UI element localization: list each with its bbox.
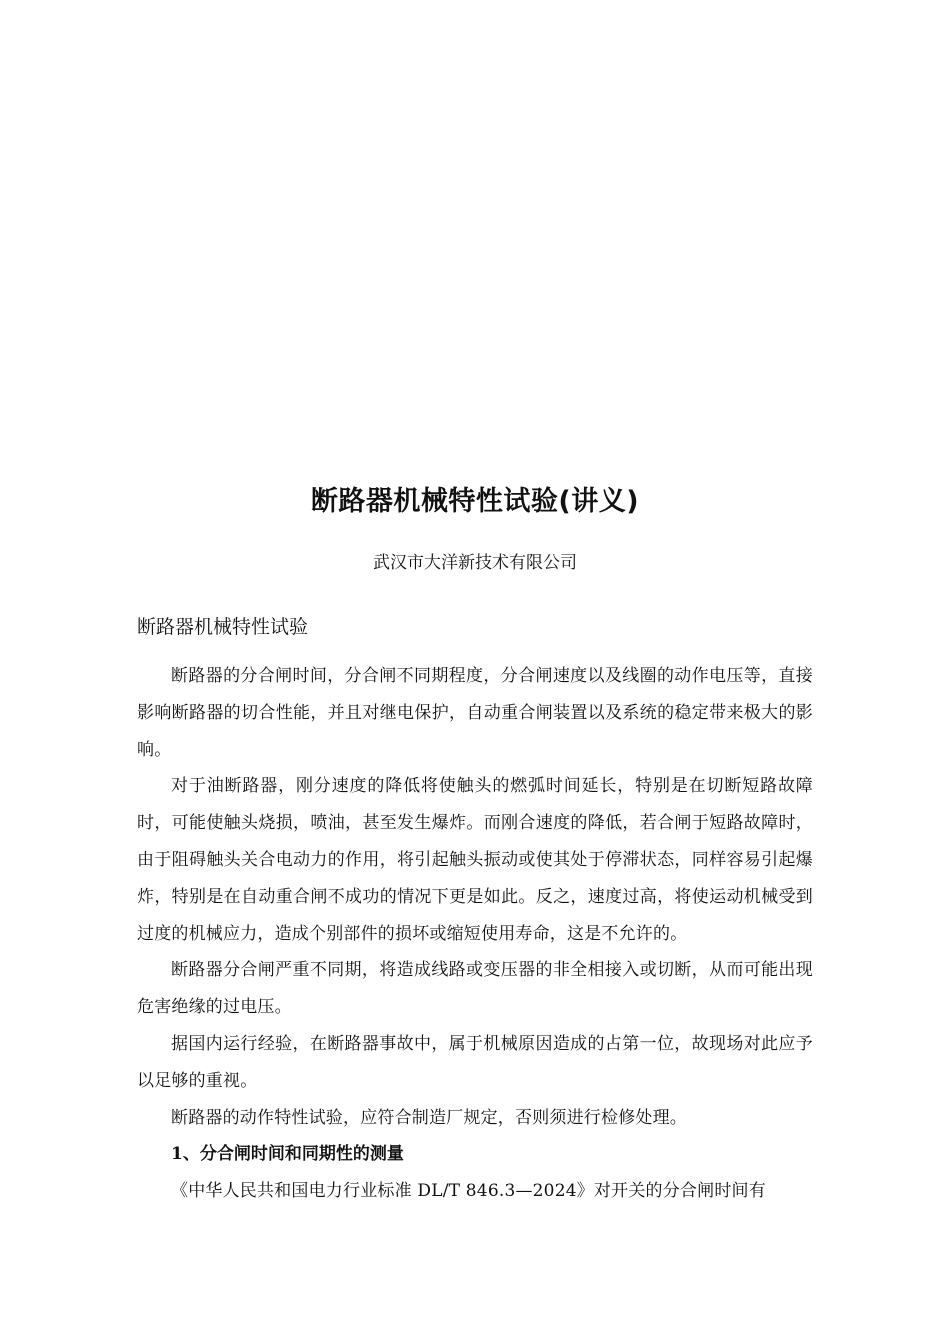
paragraph: 对于油断路器，刚分速度的降低将使触头的燃弧时间延长，特别是在切断短路故障时，可能使触头烧损，喷油，甚至发生爆炸。而刚合速度的降低，若合闸于短路故障时，由于阻碍触头关合电动力的作用，将引起触头振动或使其处于停滞状态，同样容易引起爆炸，特别是在自动重合闸不成功的情况下更是如此。反之，速度过高，将使运动机械受到过度的机械应力，造成个别部件的损坏或缩短使用寿命，这是不允许的。 [137,776,813,944]
body-text [137,658,813,1210]
subsection-heading: 1、分合闸时间和同期性的测量 [171,1144,404,1165]
paragraph: 断路器的动作特性试验，应符合制造厂规定，否则须进行检修处理。 [171,1107,687,1128]
paragraph: 据国内运行经验，在断路器事故中，属于机械原因造成的占第一位，故现场对此应予以足够的重视。 [137,1033,813,1091]
section-heading: 断路器机械特性试验 [137,616,309,638]
document-title: 断路器机械特性试验(讲义) [310,486,640,517]
document-author: 武汉市大洋新技术有限公司 [373,553,577,573]
paragraph: 断路器分合闸严重不同期，将造成线路或变压器的非全相接入或切断，从而可能出现危害绝缘的过电压。 [137,960,813,1018]
paragraph: 《中华人民共和国电力行业标准 DL/T 846.3—2024》对开关的分合闸时间有 [171,1181,766,1202]
paragraph: 断路器的分合闸时间，分合闸不同期程度，分合闸速度以及线圈的动作电压等，直接影响断路器的切合性能，并且对继电保护，自动重合闸装置以及系统的稳定带来极大的影响。 [137,666,813,760]
